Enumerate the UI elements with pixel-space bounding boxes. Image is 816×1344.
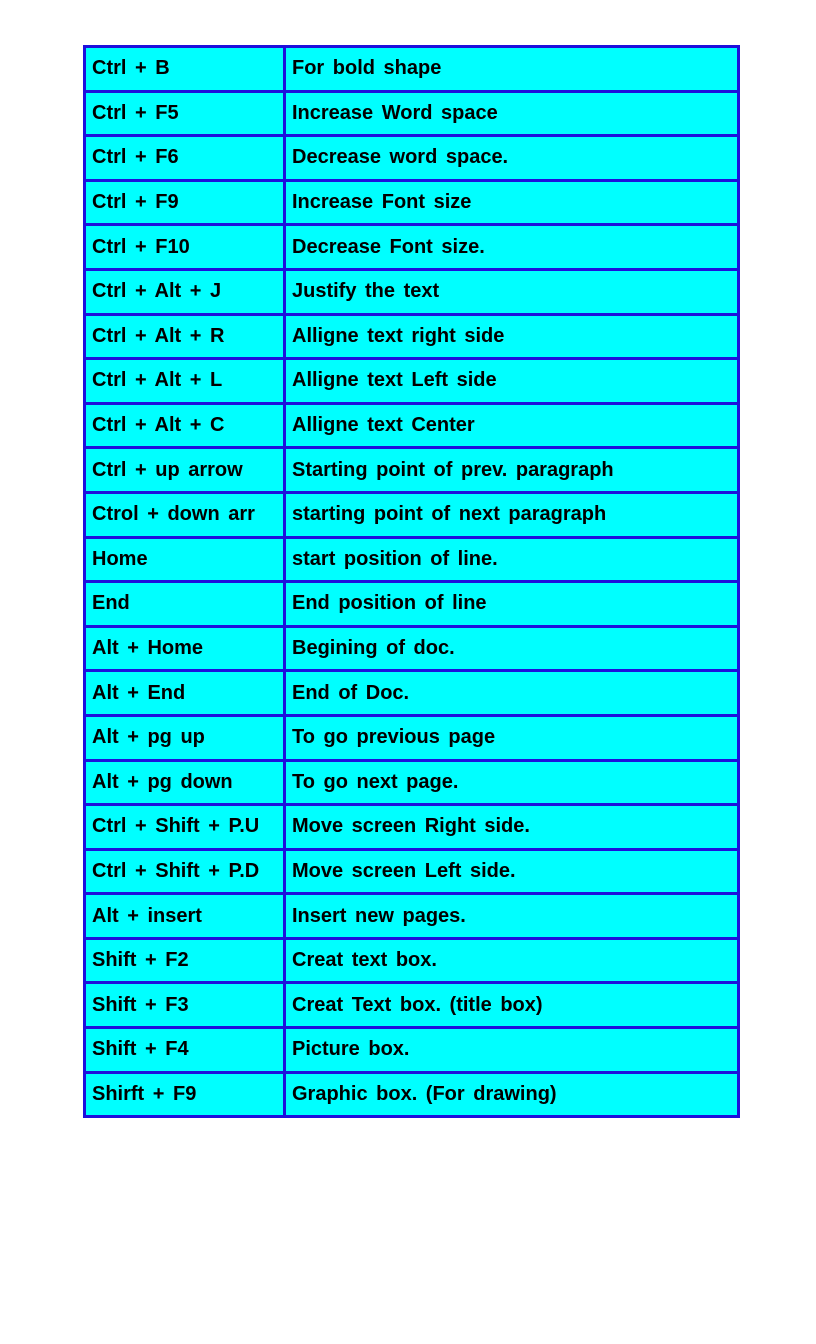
description-cell: Move screen Left side.	[285, 849, 739, 894]
description-cell: Decrease Font size.	[285, 225, 739, 270]
shortcut-cell: Ctrol + down arr	[85, 492, 285, 537]
description-cell: Picture box.	[285, 1028, 739, 1073]
table-row	[85, 805, 739, 850]
shortcut-cell: Alt + insert	[85, 894, 285, 939]
shortcut-cell: Shift + F3	[85, 983, 285, 1028]
description-cell: Starting point of prev. paragraph	[285, 448, 739, 493]
shortcut-cell: Alt + Home	[85, 626, 285, 671]
table-row	[85, 1028, 739, 1073]
description-cell: Decrease word space.	[285, 136, 739, 181]
shortcut-cell: Ctrl + B	[85, 47, 285, 92]
table-row	[85, 983, 739, 1028]
shortcut-cell: Alt + pg down	[85, 760, 285, 805]
shortcut-cell: Shift + F2	[85, 938, 285, 983]
shortcut-cell: Ctrl + Shift + P.D	[85, 849, 285, 894]
shortcut-cell: Shift + F4	[85, 1028, 285, 1073]
shortcut-cell: Ctrl + up arrow	[85, 448, 285, 493]
description-cell: Creat text box.	[285, 938, 739, 983]
table-row	[85, 448, 739, 493]
shortcut-cell: Ctrl + F10	[85, 225, 285, 270]
description-cell: starting point of next paragraph	[285, 492, 739, 537]
shortcut-cell: Home	[85, 537, 285, 582]
table-row	[85, 314, 739, 359]
shortcut-cell: Ctrl + F5	[85, 91, 285, 136]
table-row	[85, 849, 739, 894]
table-row	[85, 225, 739, 270]
description-cell: Insert new pages.	[285, 894, 739, 939]
shortcut-cell: Ctrl + Alt + J	[85, 269, 285, 314]
table-row	[85, 537, 739, 582]
table-row	[85, 47, 739, 92]
description-cell: Increase Word space	[285, 91, 739, 136]
table-row	[85, 894, 739, 939]
description-cell: Increase Font size	[285, 180, 739, 225]
table-row	[85, 492, 739, 537]
table-row	[85, 938, 739, 983]
shortcut-table-container	[83, 45, 737, 1118]
shortcut-cell: Alt + pg up	[85, 715, 285, 760]
description-cell: Alligne text right side	[285, 314, 739, 359]
table-row	[85, 359, 739, 404]
table-row	[85, 582, 739, 627]
shortcut-cell: Alt + End	[85, 671, 285, 716]
table-row	[85, 715, 739, 760]
description-cell: Alligne text Left side	[285, 359, 739, 404]
description-cell: Creat Text box. (title box)	[285, 983, 739, 1028]
table-row	[85, 671, 739, 716]
description-cell: start position of line.	[285, 537, 739, 582]
description-cell: Move screen Right side.	[285, 805, 739, 850]
shortcut-cell: Ctrl + F9	[85, 180, 285, 225]
table-row	[85, 760, 739, 805]
shortcut-cell: Ctrl + Alt + L	[85, 359, 285, 404]
description-cell: Begining of doc.	[285, 626, 739, 671]
description-cell: To go next page.	[285, 760, 739, 805]
table-row	[85, 180, 739, 225]
shortcut-table-body	[85, 47, 739, 1117]
table-row	[85, 1072, 739, 1117]
description-cell: To go previous page	[285, 715, 739, 760]
description-cell: Alligne text Center	[285, 403, 739, 448]
shortcut-table	[83, 45, 740, 1118]
shortcut-cell: Ctrl + F6	[85, 136, 285, 181]
table-row	[85, 269, 739, 314]
shortcut-cell: Ctrl + Alt + R	[85, 314, 285, 359]
shortcut-cell: End	[85, 582, 285, 627]
shortcut-cell: Ctrl + Alt + C	[85, 403, 285, 448]
description-cell: End of Doc.	[285, 671, 739, 716]
shortcut-cell: Shirft + F9	[85, 1072, 285, 1117]
table-row	[85, 403, 739, 448]
shortcut-cell: Ctrl + Shift + P.U	[85, 805, 285, 850]
table-row	[85, 626, 739, 671]
description-cell: End position of line	[285, 582, 739, 627]
table-row	[85, 91, 739, 136]
description-cell: Graphic box. (For drawing)	[285, 1072, 739, 1117]
description-cell: For bold shape	[285, 47, 739, 92]
table-row	[85, 136, 739, 181]
description-cell: Justify the text	[285, 269, 739, 314]
